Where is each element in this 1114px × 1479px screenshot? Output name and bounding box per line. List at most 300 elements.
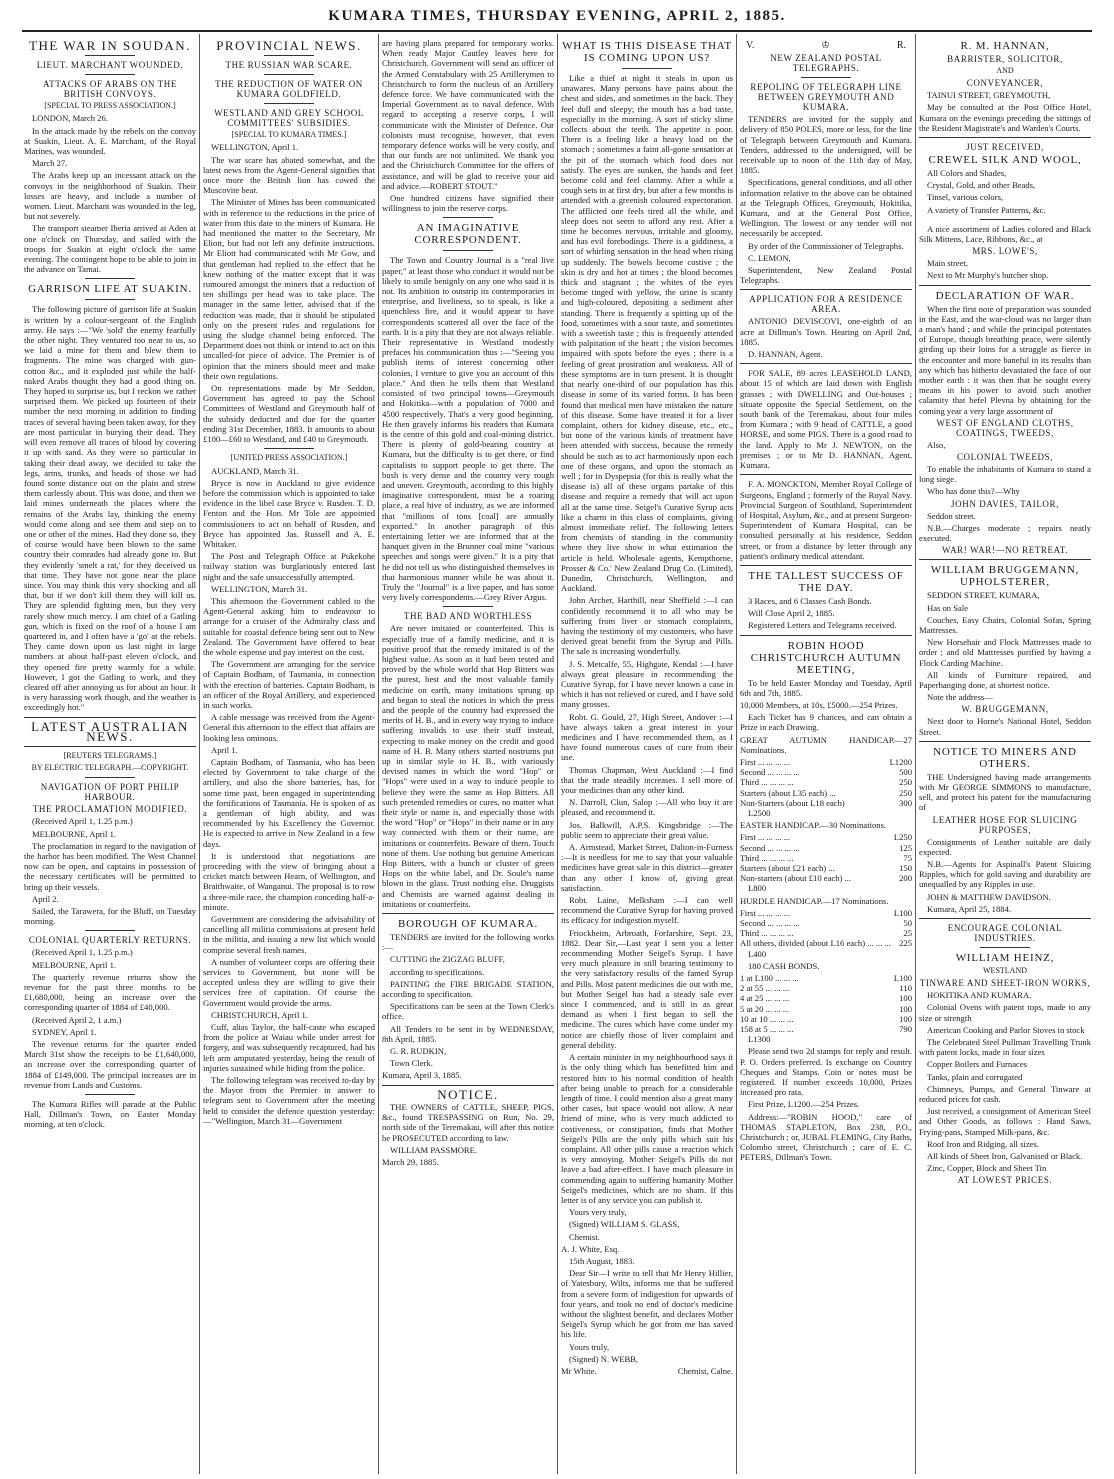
masthead-rule xyxy=(22,30,1092,32)
ad-line: PAINTING the FIRE BRIGADE STATION, according to specification. xyxy=(382,978,554,1000)
ad-subtitle: COLONIAL TWEEDS, xyxy=(956,452,1054,463)
prize-heading: GREAT AUTUMN HANDICAP.—27 Nominations. xyxy=(740,734,912,755)
paragraph: A nice assortment of Ladies colored and Black Silk Mittens, Lace, Ribbons, &c., at xyxy=(919,223,1091,245)
dateline: MELBOURNE, April 1. xyxy=(32,959,117,970)
ad-line: Copper Boilers and Furnaces xyxy=(927,1059,1027,1070)
paragraph: It is understood that negotiations are proceeding with the view of bringing about a cricket match between Hearn, of Wellington, and Braithwaite, of Wanganui. The proposal is to row a three-mile race, the champion conceding half-a-minute. xyxy=(203,850,375,912)
divider xyxy=(443,250,493,251)
prize-row xyxy=(740,1004,912,1014)
prize-amount: 500 xyxy=(899,767,912,778)
ad-line: Chimneys, Pumps, and General Tinware at reduced prices for cash. xyxy=(919,1083,1091,1104)
ad-title: NEW ZEALAND POSTAL TELEGRAPHS. xyxy=(770,53,882,74)
paragraph: Consignments of Leather suitable are daily expected. xyxy=(919,836,1091,857)
prize-row xyxy=(740,928,912,938)
paragraph: The quarterly revenue returns show the revenue for the past three months to be £1,680,000, being an increase over the corresponding quarter of 1884 of £40,000. xyxy=(24,971,196,1013)
paragraph: Bryce is now in Auckland to give evidence before the commission which is appointed to take evidence in the libel case Bryce v. Rusden. T. D. Fenton and the Hon. Mr Tole are appointed commissioners to act on behalf of Rusden, and Bryce has appointed Jas. Russell and A. E. Whitaker. xyxy=(203,477,375,549)
prize-total: L1300 xyxy=(748,1034,771,1045)
signature: Town Clerk. xyxy=(390,1058,433,1069)
paragraph: The war scare has abated somewhat, and the latest news from the Agent-General signifies that once more the British lion has cowed the Muscovite bear. xyxy=(203,154,375,196)
signature: G. R. RUDKIN, xyxy=(390,1046,447,1057)
ad-title: NOTICE TO MINERS AND OTHERS. xyxy=(933,745,1077,770)
prize-total: L2500 xyxy=(748,807,771,818)
divider xyxy=(264,55,314,56)
ad-subtitle: WEST OF ENGLAND CLOTHS, COATINGS, TWEEDS, xyxy=(936,417,1074,438)
wire-credit: [REUTERS TELEGRAMS.] xyxy=(63,750,157,760)
dateline: CHRISTCHURCH, April 1. xyxy=(211,1009,308,1020)
prize-amount: 225 xyxy=(899,938,912,949)
prize-amount: 790 xyxy=(899,1024,912,1035)
ad-line: American Cooking and Parlor Stoves in stock xyxy=(927,1024,1085,1035)
ad-title: MRS. LOWE'S, xyxy=(972,246,1038,257)
prize-amount: 100 xyxy=(899,993,912,1004)
paragraph: By order of the Commissioner of Telegraphs. xyxy=(748,240,904,251)
paragraph: Sailed, the Tarawera, for the Bluff, on Tuesday morning. xyxy=(24,906,196,927)
divider xyxy=(980,947,1030,948)
article-title: AN IMAGINATIVE CORRESPONDENT. xyxy=(414,222,522,247)
signature: Superintendent, New Zealand Postal Telegraphs. xyxy=(740,265,912,286)
divider xyxy=(85,278,135,279)
divider xyxy=(85,55,135,56)
article-subtitle: THE PROCLAMATION MODIFIED. xyxy=(32,804,188,815)
paragraph: N.B.—Charges moderate ; repairs neatly executed. xyxy=(919,522,1091,544)
section-rule xyxy=(382,1085,554,1086)
ad-line: 10,000 Members, at 10s, £5000.—254 Prizes. xyxy=(740,699,898,710)
paragraph: The Town and Country Journal is a "real live paper," at least those who conduct it would not be likely to smile benignly on any one who said it is not. Its ambition to outstrip its contemporaries in enterprise, and liveliness, so to speak, is like a quenchless fire, and it would appear to have correspondents scattered all over the face of the earth. It is a pity that they are not always reliable. Their representative in Westland modestly prefaces his communication thus :—"Seeing you publish items of interest concerning other colonies, I venture to give you an account of this place." And then he tells them that Westland consisted of two principal towns—Greymouth and Hokitika—with a population of 7000 and 4500 respectively. That's a very good beginning. He then gravely informs his readers that Kumara is the centre of this gold and coal-mining district. There is plenty of gold-bearing country at Kumara, but the difficulty is to get there, or find capitalists to support people to get there. The bush is very dense and the country very rough and uneven. Greymouth, according to this highly imaginative correspondent, must be a roaring place, a real hive of industry, as we are informed that "millions of tons [coal] are annually exported." In another paragraph of this entertaining letter we are informed that at the banquet given in the Brunner coal mine "various speeches and songs were given." It is a pity that he did not tell us who distinguished themselves in that harmonious manner while he was about it. Truly the "Journal" is a live paper, and has some very lively correspondents.—Grey River Argus. xyxy=(382,255,554,603)
ad-date: Kumara, April 3, 1885. xyxy=(382,1070,462,1081)
paragraph: ANTONIO DEVISCOVI, one-eighth of an acre at Dillman's Town. Hearing on April 2nd, 1885. xyxy=(740,316,912,347)
prize-row xyxy=(740,843,912,853)
prize-total: L400 xyxy=(748,948,767,959)
ad-title: WILLIAM HEINZ, xyxy=(955,951,1055,964)
article-title: LATEST AUSTRALIAN NEWS. xyxy=(31,718,189,744)
article-subtitle: ATTACKS OF ARABS ON THE BRITISH CONVOYS. xyxy=(43,79,177,100)
paragraph: A. Armstead, Market Street, Dalton-in-Furness :—It is needless for me to say that your valuable medicines have great sale in this district—greater than any other I know of, giving great satisfaction. xyxy=(561,842,733,893)
article-title: GARRISON LIFE AT SUAKIN. xyxy=(28,283,192,296)
prize-table xyxy=(740,757,912,808)
received-note: (Received April 1, 1.25 p.m.) xyxy=(32,816,133,827)
prize-amount: L250 xyxy=(893,832,912,843)
column-1 xyxy=(24,38,196,1474)
signature: JOHN & MATTHEW DAVIDSON. xyxy=(927,891,1051,902)
paragraph: When the first note of preparation was sounded in the East, and the war-cloud was no larger than a man's hand ; and while the principal potentates of Europe, though breathing peace, were silently girding up their loins for a struggle as fierce in the encounter and more baneful in its results than any which has hitherto devastated the face of our mother earth : it was then that he sought every means in his power to avoid such another calamity that befel Plevna by obtaining for the coming year a very large assortment of xyxy=(919,303,1091,416)
paragraph: Cuff, alias Taylor, the half-caste who escaped from the police at Waiau while under arrest for forgery, and was subsequently recaptured, had his left arm amputated yesterday, being the result of injuries sustained while hiding from the police. xyxy=(203,1022,375,1073)
paragraph: TENDERS are invited for the following works :— xyxy=(382,932,554,953)
dateline: April 1. xyxy=(211,744,238,755)
ad-line: WESTLAND xyxy=(983,965,1027,975)
ad-line: The Celebrated Steel Pullman Travelling Trunk with patent locks, made in four sizes xyxy=(919,1036,1091,1058)
prize-row xyxy=(740,1014,912,1024)
ad-subtitle: WAR! WAR!—NO RETREAT. xyxy=(941,545,1068,556)
paragraph: John Archer, Harthill, near Sheffield :—I can confidently recommend it to all who may be suffering from liver or stomach complaints, having the testimony of my customers, who have derived great benefit from the Syrup and Pills. The sale is increasing wonderfully. xyxy=(561,595,733,657)
dateline: WELLINGTON, March 31. xyxy=(211,583,308,594)
paragraph: Specifications, general conditions, and all other information relative to the above can be obtained at the Telegraph Offices, Greymouth, Hokitika, Kumara, and at the General Post Office, Wellington. The lowest or any tender will not necessarily be accepted. xyxy=(740,177,912,239)
signature: Yours truly, xyxy=(569,1341,610,1352)
paragraph: All kinds of Furniture repaired, and Paperhanging done, at shortest notice. xyxy=(919,669,1091,690)
paragraph: J. S. Metcalfe, 55, Highgate, Kendal :—I have always great pleasure in recommending the Curative Syrup, for I have never known a case in which it has not relieved or cured, and I have sold many grosses. xyxy=(561,658,733,710)
prize-row xyxy=(740,757,912,767)
ad-line: according to specifications. xyxy=(390,966,485,977)
column-6 xyxy=(919,38,1091,1474)
divider xyxy=(801,77,851,78)
prize-amount: 200 xyxy=(899,873,912,884)
section-rule xyxy=(24,746,196,747)
prize-label: Second ... ... ... ... xyxy=(740,918,800,928)
paragraph: TENDERS are invited for the supply and delivery of 850 POLES, more or less, for the line of Telegraph between Greymouth and Kumara. Tenders, addressed to the undersigned, will be receivable up to noon of the 11th day of May, 1885. xyxy=(740,114,912,176)
prize-label: 5 at 20 ... ... ... xyxy=(740,1003,790,1014)
signature: (Signed) WILLIAM S. GLASS, xyxy=(569,1219,680,1230)
section-rule xyxy=(740,363,912,364)
ad-title: R. M. HANNAN, xyxy=(960,40,1050,52)
ad-line: Tinsel, various colors, xyxy=(927,192,1004,203)
paragraph: On representations made by Mr Seddon, Government has agreed to pay the School Committees of Westland and Greymouth half of the subsidy deducted and due for the quarter ending 31st December, 1883. It amounts to about £100—£60 to Westland, and £40 to Greymouth. xyxy=(203,383,375,445)
article-title: NAVIGATION OF PORT PHILIP HARBOUR. xyxy=(40,782,180,803)
prize-amount: 100 xyxy=(899,1003,912,1014)
ad-line: Couches, Easy Chairs, Colonial Sofas, Spring Mattresses. xyxy=(919,614,1091,635)
prize-amount: 75 xyxy=(903,852,912,863)
signature: A. J. White, Esq. xyxy=(561,1243,620,1254)
signature-row xyxy=(561,1366,733,1376)
article-subtitle: LIEUT. MARCHANT WOUNDED. xyxy=(36,60,184,71)
ad-line: Tanks, plain and corrugated xyxy=(927,1071,1023,1082)
ad-title: THE TALLEST SUCCESS OF THE DAY. xyxy=(748,569,904,594)
column-5 xyxy=(740,38,912,1474)
divider xyxy=(85,74,135,75)
ad-line: Will Close April 2, 1885. xyxy=(748,608,835,619)
prize-row xyxy=(740,908,912,918)
paragraph: N. Darroll, Clun, Salop :—All who buy it are pleased, and recommend it. xyxy=(561,797,733,818)
section-rule xyxy=(740,565,912,566)
article-title: THE WAR IN SOUDAN. xyxy=(29,38,191,53)
paragraph: Captain Bodham, of Tasmania, who has been elected by Government to take charge of the artillery, and also the shore batteries, has, for some time past, been engaged in superintending the fortifications of Tasmania. He is spoken of as a gentleman of high ability, and was recommended by his Excellency the Governor. He is expected to arrive in New Zealand in a few days. xyxy=(203,756,375,849)
ad-line: Registered Letters and Telegrams received. xyxy=(748,620,897,631)
article-title: PROVINCIAL NEWS. xyxy=(216,38,362,53)
paragraph: Are never imitated or counterfeited. This is especially true of a family medicine, and it is positive proof that the remedy imitated is of the highest value. As soon as it had been tested and proved by the whole world that Hop Bitters was the purest, best and the most valuable family medicine on earth, many imitations sprung up and began to steal the notices in which the press and the people of the country had expressed the merits of H. B., and in every way trying to induce suffering invalids to use their stuff instead, expecting to make money on the credit and good name of H. B. Many others started nostrums put up in similar style to H. B., with variously devised names in which the word "Hop" or "Hops" were used in a way to induce people to believe they were the same as Hop Bitters. All such pretended remedies or cures, no matter what their style or name is, and especially those with the word "Hop" or "Hops" in their name or in any way connected with them or their name, are imitations or counterfeits. Beware of them. Touch none of them. Use nothing but genuine American Hop Bitters, with a bunch or cluster of green Hops on the white label, and Dr. Soule's name blown in the glass. Trust nothing else. Druggists and Chemists are warned against dealing in imitations or counterfeits. xyxy=(382,623,554,909)
divider xyxy=(264,103,314,104)
divider xyxy=(85,777,135,778)
paragraph: Each Ticket has 9 chances, and can obtain a Prize in each Drawing. xyxy=(740,712,912,733)
section-rule xyxy=(919,137,1091,138)
column-3 xyxy=(382,38,554,1474)
prize-label: Second ... ... ... ... xyxy=(740,842,800,853)
prize-row xyxy=(740,873,912,883)
signature: Chemist. xyxy=(569,1231,600,1242)
paragraph: Robt. G. Gould, 27, High Street, Andover :—I have always taken a great interest in your medicines and I have recommended them, as I have found numerous cases of cure from their use. xyxy=(561,711,733,763)
masthead: KUMARA TIMES, THURSDAY EVENING, APRIL 2, 1885. xyxy=(328,8,786,24)
column-rule xyxy=(378,34,379,1474)
prize-row xyxy=(740,863,912,873)
paragraph: Specifications can be seen at the Town Clerk's office. xyxy=(382,1001,554,1022)
prize-heading: HURDLE HANDICAP.—17 Nominations. xyxy=(740,895,889,906)
prize-row xyxy=(740,918,912,928)
section-rule xyxy=(919,559,1091,560)
paragraph: Like a thief at night it steals in upon us unawares. Many persons have pains about the chest and sides, and sometimes in the back. They feel dull and sleepy; the mouth has a bad taste, especially in the morning. A sort of sticky slime collects about the teeth. The appetite is poor. There is a feeling like a heavy load on the stomach ; sometimes a faint all-gone sensation at the pit of the stomach which food does not satisfy. The eyes are sunken, the hands and feet become cold and feel clammy. After a while a cough sets in at first dry, but after a few months is attended with a greenish coloured expectoration. The afflicted one feels tired all the while, and sleep does not seem to afford any rest. After a time he becomes nervous, irritable and gloomy, and has evil forebodings. There is a giddiness, a sort of whirling sensation in the head when rising up suddenly. The bowels become costive ; the skin is dry and hot at times ; the blood becomes thick and stagnant ; the whites of the eyes become tinged with yellow, the urine is scanty and high-coloured, depositing a sediment after standing. There is frequently a spitting up of the food, sometimes with a sour taste, and sometimes with a sweetish taste ; this is frequently attended with palpitation of the heart ; the vision becomes impaired with spots before the eyes ; there is a feeling of great prostration and weakness. All of these symptoms are in turn present. It is thought that nearly one-third of our population has this disease in some of its varied forms. It has been found that medical men have mistaken the nature of this disease. Some have treated it for a liver complaint, others for kidney disease, etc., etc., but none of the various kinds of treatment have been attended with success, because the remedy should be such as to act harmoniously upon each one of these organs, and upon the stomach as well ; for in Dyspepsia (for this is really what the disease is) all of these organs partake of this disease and require a remedy that will act upon all at the same time. Seigel's Curative Syrup acts like a charm in this class of complaints, giving almost immediate relief. The following letters from chemists of standing in the community where they live show in what estimation the article is held. Wholesale agents, Kempthorne, Prosser & Co.' New Zealand Drug Co. (Limited), Dunedin, Christchurch, Wellington, and Auckland. xyxy=(561,73,733,594)
section-rule xyxy=(740,474,912,475)
ad-line: Has on Sale xyxy=(927,602,969,613)
signature: W. BRUGGEMANN, xyxy=(961,704,1049,715)
ad-title: BOROUGH OF KUMARA. xyxy=(398,918,538,931)
ad-line: Main street, xyxy=(927,258,969,269)
ad-title: ROBIN HOOD CHRISTCHURCH AUTUMN MEETING, xyxy=(750,639,902,676)
prize-label: Third ... ... ... ... xyxy=(740,852,794,863)
divider xyxy=(264,74,314,75)
paragraph: N.B.—Agents for Aspinall's Patent Sluicing Ripples, which for gold saving and durability are unequalled by any Ripples in use. xyxy=(919,858,1091,890)
paragraph: Jos. Balkwill, A.P.S. Kingsbridge :—The public seem to appreciate their great value. xyxy=(561,819,733,840)
crown-icon: ♔ xyxy=(821,40,831,51)
column-rule xyxy=(915,34,916,1474)
ad-title: DECLARATION OF WAR. xyxy=(935,289,1075,302)
article-title: COLONIAL QUARTERLY RETURNS. xyxy=(28,935,192,946)
prize-label: 4 at 25 ... ... ... xyxy=(740,993,790,1004)
dateline: WELLINGTON, April 1. xyxy=(211,142,299,153)
ad-line: 3 Races, and 6 Classes Cash Bonds. xyxy=(748,595,872,606)
paragraph: The transport steamer Iberia arrived at Aden at one o'clock on Thursday, and sailed with the troops for Suakin at eight o'clock the same evening. The contingent hope to be able to join in the advance on Tamai. xyxy=(24,223,196,275)
paragraph: New Horsehair and Flock Mattresses made to order ; and old Mattresses purified by having a Flock Carding Machine. xyxy=(919,637,1091,668)
section-rule xyxy=(919,918,1091,919)
paragraph: Friockheim, Arbroath, Forfarshire, Sept. 23, 1882. Dear Sir,—Last year I sent you a letter recommending Mother Seigel's Syrup. I have very much pleasure in still bearing testimony to the very satisfactory results of the famed Syrup and Pills. Most patent medicines die out with me, but Mother Seigel has had a steady sale ever since I commenced, and is still in as great demand as when I first began to sell the medicine. The cures which have come under my notice are chiefly those of liver complaint and general debility. xyxy=(561,927,733,1050)
prize-amount: L100 xyxy=(893,907,912,918)
prize-label: Second ... ... ... ... xyxy=(740,767,800,778)
paragraph: This afternoon the Government cabled to the Agent-General asking him to endeavour to arrange for a cruiser of the Admiralty class and suitable for coastal defence being sent out to New Zealand. The Government have offered to bear the whole expense and pay interest on the cost. xyxy=(203,595,375,657)
paragraph: A certain minister in my neighbourhood says it is the only thing which has benefitted him and restored him to his normal condition of health after being unable to preach for a considerable length of time. I could mention also a great many other cases, but space would not allow. A near friend of mine, who is very much addicted to costiveness, or constipation, finds that Mother Seigel's Pills are the only pills which suit his complaint. All other pills cause a reaction which is very annoying. Mother Seigel's Pills do not leave a bad after-effect. I have much pleasure in commending again to suffering humanity Mother Seigel's medicines, which are no sham. If this letter is of any service you can publish it. xyxy=(561,1052,733,1205)
ad-line: To enable the inhabitants of Kumara to stand a long siege. xyxy=(919,464,1091,485)
dateline: LONDON, March 26. xyxy=(32,113,108,124)
prize-row xyxy=(740,767,912,777)
ad-line: AND xyxy=(996,66,1014,75)
prize-table xyxy=(740,973,912,1034)
section-rule xyxy=(919,741,1091,742)
ad-line: All kinds of Sheet Iron, Galvanised or Black. xyxy=(927,1151,1083,1162)
paragraph: F. A. MONCKTON, Member Royal College of Surgeons, England ; formerly of the Royal Navy. Provincial Surgeon of Southland, Superintendent of Hospital, Asylum, &c., and at present Surgeon-Superintendent of Kumara Hospital, can be consulted personally at his residence, Seddon street, or from a distance by letter through any patient's ordinary medical attendant. xyxy=(740,479,912,561)
ad-line: Roof Iron and Ridging, all sizes. xyxy=(927,1138,1039,1149)
signature: Chemist, Calne. xyxy=(677,1365,733,1376)
column-rule xyxy=(557,34,558,1474)
wire-credit: [SPECIAL TO KUMARA TIMES.] xyxy=(231,130,347,140)
prize-row xyxy=(740,973,912,983)
prize-row xyxy=(740,1024,912,1034)
paragraph: Government are considering the advisability of cancelling all militia commissions at present held in the militia, and issuing a new list which would comprise several fresh names. xyxy=(203,914,375,955)
signature: WILLIAM PASSMORE. xyxy=(390,1144,478,1155)
divider xyxy=(85,299,135,300)
royal-cipher xyxy=(746,41,906,51)
section-rule xyxy=(382,913,554,914)
paragraph: The Kumara Rifles will parade at the Public Hall, Dillman's Town, on Easter Monday morning, at ten o'clock. xyxy=(24,1099,196,1130)
prize-label: 2 at 55 ... ... ... xyxy=(740,983,790,994)
prize-amount: 150 xyxy=(899,862,912,873)
column-rule xyxy=(199,34,200,1474)
ad-subtitle: REPOLING OF TELEGRAPH LINE BETWEEN GREYMOUTH AND KUMARA. xyxy=(750,82,902,113)
divider xyxy=(622,68,672,69)
ad-title: NOTICE. xyxy=(437,1086,499,1102)
prize-total: L800 xyxy=(748,883,767,894)
dateline: March 27. xyxy=(32,158,68,169)
dateline: MELBOURNE, April 1. xyxy=(32,828,117,839)
article-title: THE BAD AND WORTHLESS xyxy=(403,611,533,622)
signature: (Signed) N. WEBB, xyxy=(569,1353,639,1364)
ad-line: Zinc, Copper, Block and Sheet Tin xyxy=(927,1163,1047,1174)
paragraph: The Minister of Mines has been communicated with in reference to the reductions in the price of water from this date to the miners of Kumara. He had mentioned the matter to the Secretary, Mr Eliott, but had not left any definite instructions. Mr Eliott had communicated with Mr Gow, and that gentleman had replied to the effect that he knew nothing of the matter except that it was rumoured amongst the miners that a reduction of ten shillings per head was to take place. The manager in the same letter, advised that if the reduction was made, that it should be stipulated only on the present rules and regulations for using the sludge channel being enforced. The Department does not think or intend to act on this uncalled-for piece of advice. The Premier is of opinion that the miners should meet and make their own regulations. xyxy=(203,197,375,381)
cipher-letter: V. xyxy=(746,40,755,51)
prize-row xyxy=(740,777,912,787)
prize-heading: EASTER HANDICAP.—30 Nominations. xyxy=(740,820,887,831)
paragraph: May be consulted at the Post Office Hotel, Kumara on the evenings preceding the sittings of the Resident Magistrate's and Warden's Courts. xyxy=(919,102,1091,133)
article-subtitle: THE RUSSIAN WAR SCARE. xyxy=(225,60,353,71)
divider xyxy=(85,930,135,931)
ad-line: All Colors and Shades, xyxy=(927,168,1007,179)
dateline: April 2. xyxy=(32,893,59,904)
ad-line: First Prize, L1200.—254 Prizes. xyxy=(748,1099,860,1110)
column-rule xyxy=(736,34,737,1474)
signature: Yours very truly, xyxy=(569,1207,627,1218)
prize-heading: 180 CASH BONDS. xyxy=(748,960,820,971)
prize-row xyxy=(740,993,912,1003)
prize-label: First ... ... ... ... xyxy=(740,832,791,843)
section-rule xyxy=(740,635,912,636)
ad-line: Next door to Horne's National Hotel, Seddon Street. xyxy=(919,716,1091,737)
column-2 xyxy=(203,38,375,1474)
ad-subtitle: JUST RECEIVED, xyxy=(966,142,1044,153)
article-title: WHAT IS THIS DISEASE THAT IS COMING UPON US? xyxy=(562,40,732,64)
ad-subtitle: LEATHER HOSE FOR SLUICING PURPOSES, xyxy=(932,814,1078,835)
prize-table xyxy=(740,908,912,949)
ad-line: CUTTING the ZIGZAG BLUFF, xyxy=(390,954,505,965)
cipher-letter: R. xyxy=(896,40,906,51)
ad-title: APPLICATION FOR A RESIDENCE AREA. xyxy=(749,294,903,315)
paragraph: A cable message was received from the Agent-General this afternoon to the effect that affairs are looking less ominous. xyxy=(203,712,375,743)
ad-line: Crystal, Gold, and other Beads, xyxy=(927,180,1036,191)
ad-date: Kumara, April 25, 1884. xyxy=(927,903,1012,914)
prize-row xyxy=(740,788,912,798)
divider xyxy=(264,448,314,449)
ad-line: HOKITIKA AND KUMARA. xyxy=(927,990,1032,1001)
wire-credit: [UNITED PRESS ASSOCIATION.] xyxy=(230,453,348,463)
received-note: (Received April 2, 1 a.m.) xyxy=(32,1014,122,1025)
ad-line: SEDDON STREET, KUMARA, xyxy=(927,590,1040,601)
ad-line: Next to Mr Murphy's butcher shop. xyxy=(927,270,1049,281)
paragraph: The following picture of garrison life at Suakin is written by a colour-sergeant of the English army. He says :—"We 'sold' the enemy fearfully the other night. They ventured too near to us, so we laid a mine for them and blew them to fragments. The mine was charged with gun-cotton &c., and it exploded just while the half-naked Arabs thought they had a good thing on. They hoped to surprise us, but I reckon we rather surprised them. We picked up fourteen of their number the next morning in addition to finding traces of several having been taken away, for they are most particular in burying their dead. They will even remove all traces of blood by covering it up with sand. As they were so particular in taking their dead away, we decided to take the legs, arms, trunks, and heads of those we had found some distance out on the plain and strew them carlessly about. This was done, and then we laid mines underneath the places where the remains of the Arabs lay, thinking the enemy would come along and see them and step on to one or other of the mines. Had they done so, they of course would have been blown to the same country their comrades had already gone to. But they evidently 'smelt a rat,' for they deceived us that time. They have not gone near the place since. You may think this very shocking and all that, but if we don't kill them they will kill us. They are splendid fighting men, but they very rarely show much mercy. I am chief of a Gatling gun, which is fixed on the roof of a house I am quartered in, and I often have a 'go' at the rebels. They came down upon us last night in large numbers at about half-past eleven o'clock, and they opened fire pretty warmly for a while. However, I got the Gatling to work, and they cleared off after annoying us for about an hour. It is very harassing work though, and the weather is exceedingly hot." xyxy=(24,304,196,713)
prize-amount: 50 xyxy=(903,918,912,928)
ad-subtitle: CONVEYANCER, xyxy=(966,78,1044,89)
prize-amount: 110 xyxy=(899,983,912,994)
divider xyxy=(443,606,493,607)
prize-table xyxy=(740,832,912,883)
divider xyxy=(980,219,1030,220)
prize-label: Third ... ... ... ... xyxy=(740,777,794,788)
paragraph: Dear Sir—I write to tell that Mr Henry Hillier, of Yatesbury, Wilts, informs me that he suffered from a severe form of indigestion for upwards of four years, and took no end of doctor's medicine without the slightest benefit, and declares Mother Seigel's Syrup which he got from me has saved his life. xyxy=(561,1268,733,1340)
ad-title: ENCOURAGE COLONIAL INDUSTRIES. xyxy=(947,922,1063,943)
paragraph: The Post and Telegraph Office at Pukekohe railway station was burglariously entered last night and the safe unsuccessfully attempted. xyxy=(203,551,375,582)
prize-row xyxy=(740,983,912,993)
ad-date: March 29, 1885. xyxy=(382,1156,439,1167)
dateline: 15th August, 1883. xyxy=(569,1255,635,1266)
divider xyxy=(85,1094,135,1095)
ad-line: To be held Easter Monday and Tuesday, April 6th and 7th, 1885. xyxy=(740,677,912,698)
ad-line: A variety of Transfer Patterns, &c. xyxy=(927,204,1046,215)
prize-row xyxy=(740,832,912,842)
prize-amount: 250 xyxy=(899,787,912,798)
ad-line: Just received, a consignment of American Steel and Other Goods, as follows : Hand Saws, Frying-pans, Stamped Milk-pans, &c. xyxy=(919,1106,1091,1137)
prize-label: Starters (about £21 each) ... xyxy=(740,862,835,873)
paragraph: The proclamation in regard to the navigation of the harbor has been modified. The West Channel now can be open, and captains in possession of the necessary certificates will be permitted to bring up their vessels. xyxy=(24,840,196,892)
prize-amount: 300 xyxy=(899,797,912,808)
paragraph: The Arabs keep up an incessant attack on the convoys in the neighborhood of Suakin. Their losses are heavy, and include a number of women. Lieut. Marchant was wounded in the leg, but not severely. xyxy=(24,170,196,222)
prize-label: 158 at 5 ... ... ... xyxy=(740,1024,794,1035)
paragraph: A number of volunteer corps are offering their services to Government, but none will be accepted unless they are willing to give their services free of capitation. Of course the Government would provide the arms. xyxy=(203,956,375,1008)
signature: D. HANNAN, Agent. xyxy=(748,349,823,360)
ad-line: Seddon street. xyxy=(927,510,976,521)
paragraph: THE OWNERS of CATTLE, SHEEP, PIGS, &c., found TRESPASSING on Run, No. 29, north side of the Teremakau, will after this notice be PROSECUTED according to law. xyxy=(382,1101,554,1143)
ad-line: Who has done this?—Why xyxy=(927,486,1020,497)
ad-line: Also, xyxy=(927,439,946,450)
paragraph: The Government are arranging for the service of Captain Bodham, of Tasmania, in connection with the erection of batteries. Captain Bodham, is an officer of the Royal Artillery, and experienced in such works. xyxy=(203,659,375,710)
prize-label: First ... ... ... ... xyxy=(740,907,791,918)
wire-credit: BY ELECTRIC TELEGRAPH.—COPYRIGHT. xyxy=(31,763,189,773)
paragraph: The following telegram was received to-day by the Mayor from the Premier in answer to telegram sent to Government after the meeting held to consider the defence question yesterday:—"Wellington, March 31—Government xyxy=(203,1075,375,1126)
section-rule xyxy=(740,289,912,290)
prize-row xyxy=(740,853,912,863)
article-subtitle: THE REDUCTION OF WATER ON KUMARA GOLDFIELD. xyxy=(215,79,363,100)
ad-line: Note the address— xyxy=(927,692,993,703)
prize-label: Starters (about L35 each) ... xyxy=(740,787,836,798)
paragraph: Robt. Laine, Melksham :—I can well recommend the Curative Syrup for having proved its efficacy for indigestion myself. xyxy=(561,895,733,926)
paragraph: are having plans prepared for temporary works. When ready Major Cautley leaves here for Christchurch. Government will send an officer of the Armed Constabulary with 25 Artillerymen to Christchurch to form the nucleus of an Artillery defence force. We have communicated with the Imperial Government as to naval defence. With regard to accepting a reserve corps, I will communicate with the Minister of Defence. Our colonists must recognise, however, that even temporary defence works will be very costly, and that our funds are not unlimited. We thank you and the Christchurch Committee for the offers of assistance, and will be glad to receive your aid and advice.—ROBERT STOUT." xyxy=(382,38,554,191)
ad-title: JOHN DAVIES, TAILOR, xyxy=(951,498,1059,509)
received-note: (Received April 1, 1.25 p.m.) xyxy=(32,947,133,958)
prize-amount: 100 xyxy=(899,1013,912,1024)
paragraph: Thomas Chapman, West Auckland :—I find that the trade steadily increases. I sell more of your medicines than any other kind. xyxy=(561,764,733,796)
prize-amount: 250 xyxy=(899,777,912,788)
dateline: AUCKLAND, March 31. xyxy=(211,465,299,476)
paragraph: FOR SALE, 89 acres LEASEHOLD LAND, about 15 of which are laid down with English grasses ; with DWELLING and Out-houses ; situate opposite the Special Settlement, on the south bank of the Teremakau, about four miles from Kumara ; with 9 head of CATTLE, a good HORSE, and some PIGS. There is a good road to the land. Apply to Mr J. NEWTON, on the premises ; or to Mr D. HANNAN, Agent, Kumara. xyxy=(740,368,912,471)
ad-line: TAINUI STREET, GREYMOUTH, xyxy=(927,90,1051,101)
ad-subtitle: BARRISTER, SOLICITOR, xyxy=(947,54,1063,64)
article-subtitle: WESTLAND AND GREY SCHOOL COMMITTEES' SUBSIDIES. xyxy=(214,108,364,129)
prize-row xyxy=(740,798,912,808)
ad-line: Colonial Ovens with patent tops, made to any size or strength xyxy=(919,1002,1091,1023)
prize-label: Third ... ... ... ... xyxy=(740,928,794,939)
ad-title: CREWEL SILK AND WOOL, xyxy=(928,154,1082,167)
prize-label: All others, divided (about L16 each) ... ... ... xyxy=(740,938,891,949)
dateline: SYDNEY, April 1. xyxy=(32,1026,97,1037)
prize-row xyxy=(740,938,912,948)
prize-label: First ... ... ... ... xyxy=(740,756,791,767)
signature: C. LEMON, xyxy=(748,252,791,263)
prize-label: Non-Starters (about L18 each) xyxy=(740,797,845,808)
section-rule xyxy=(24,717,196,718)
prize-label: Non-starters (about £10 each) ... xyxy=(740,873,851,884)
paragraph: The revenue returns for the quarter ended March 31st show the receipts to be £1,640,000, an increase over the corresponding quarter of 1884 of £149,000. The principal increases are in revenue from Lands and Customs. xyxy=(24,1039,196,1090)
prize-amount: 25 xyxy=(903,928,912,939)
paragraph: Please send two 2d stamps for reply and result. P. O. Orders preferred. Is exchange on Country Cheques and Stamps. Coin or notes must be registered. If number exceeds 10,000, Prizes increased pro rata. xyxy=(740,1046,912,1098)
wire-credit: [SPECIAL TO PRESS ASSOCIATION.] xyxy=(44,101,176,111)
ad-title: WILLIAM BRUGGEMANN, UPHOLSTERER, xyxy=(930,564,1080,589)
ad-subtitle: TINWARE AND SHEET-IRON WORKS, xyxy=(919,978,1091,989)
ad-subtitle: AT LOWEST PRICES. xyxy=(957,1175,1053,1186)
divider xyxy=(443,217,493,218)
section-rule xyxy=(919,285,1091,286)
signature: Mr White. xyxy=(561,1365,597,1376)
prize-amount: L1200 xyxy=(889,756,912,767)
paragraph: In the attack made by the rebels on the convoy at Suakin, Lieut. A. E. Marchant, of the Royal Marines, was wounded. xyxy=(24,125,196,157)
paragraph: Address:—"ROBIN HOOD," care of THOMAS STAPLETON, Box 238, P.O., Christchurch ; or, JUBAL FLEMING, City Baths, Colombo street, Christchurch ; care of E. C. PETERS, Dillman's Town. xyxy=(740,1111,912,1163)
paragraph: THE Undersigned having made arrangements with Mr GEORGE SIMMONS to manufacture, sell, and protect his patent for the manufacturing of xyxy=(919,771,1091,813)
paragraph: One hundred citizens have signified their willingness to join the reserve corps. xyxy=(382,193,554,214)
prize-label: 10 at 10 ... ... ... xyxy=(740,1013,794,1024)
prize-amount: L100 xyxy=(893,973,912,984)
column-4 xyxy=(561,38,733,1474)
paragraph: All Tenders to be sent in by WEDNESDAY, 8th April, 1885. xyxy=(382,1023,554,1044)
prize-label: 1 at L100 ... ... ... xyxy=(740,973,799,984)
prize-amount: 125 xyxy=(899,842,912,853)
